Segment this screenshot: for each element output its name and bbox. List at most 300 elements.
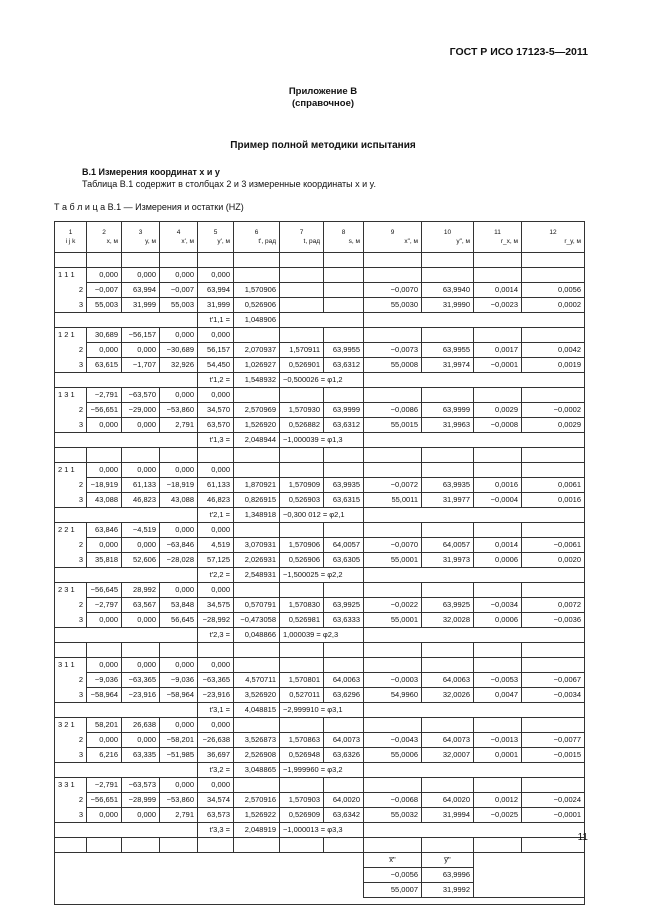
empty-cell <box>198 448 234 463</box>
value-cell <box>422 778 474 793</box>
value-cell <box>324 523 364 538</box>
empty-cell <box>364 763 585 778</box>
table-caption: Т а б л и ц а В.1 — Измерения и остатки (HZ) <box>54 202 244 212</box>
table-row <box>55 463 585 478</box>
value-cell: 0,000 <box>122 538 160 553</box>
value-cell: 0,526981 <box>280 613 324 628</box>
value-cell: −0,0002 <box>522 403 585 418</box>
value-cell: 63,846 <box>87 523 122 538</box>
value-cell: 0,0006 <box>474 613 522 628</box>
column-label: s, м <box>348 238 360 245</box>
value-cell: 55,0011 <box>364 493 422 508</box>
column-label: t, рад <box>303 238 320 245</box>
value-cell: −0,0004 <box>474 493 522 508</box>
appendix-title: Приложение В <box>288 86 358 97</box>
value-cell: 0,000 <box>160 778 198 793</box>
empty-cell <box>364 703 585 718</box>
value-cell: 34,570 <box>198 403 234 418</box>
value-cell: −58,964 <box>160 688 198 703</box>
value-cell: −0,0034 <box>522 688 585 703</box>
value-cell: 63,615 <box>87 358 122 373</box>
t-label: t'1,1 = <box>198 313 234 328</box>
value-cell <box>364 388 422 403</box>
phi-value: −1,000039 = φ1,3 <box>280 433 364 448</box>
empty-cell <box>364 838 422 853</box>
value-cell: 0,000 <box>87 538 122 553</box>
value-cell <box>422 718 474 733</box>
t-label: t'1,3 = <box>198 433 234 448</box>
value-cell <box>280 583 324 598</box>
empty-cell <box>422 253 474 268</box>
value-cell: 1,570801 <box>280 673 324 688</box>
value-cell <box>324 298 364 313</box>
value-cell: 63,9940 <box>422 283 474 298</box>
value-cell: 1,570863 <box>280 733 324 748</box>
value-cell: 46,823 <box>122 493 160 508</box>
value-cell <box>234 778 280 793</box>
column-number: 1 <box>68 229 73 236</box>
value-cell: 6,216 <box>87 748 122 763</box>
spacer-row <box>55 448 585 463</box>
value-cell: 31,9994 <box>422 808 474 823</box>
table-row <box>55 343 585 358</box>
empty-cell <box>364 628 585 643</box>
value-cell: −51,985 <box>160 748 198 763</box>
empty-cell <box>55 898 585 905</box>
value-cell: −28,999 <box>122 793 160 808</box>
orientation-row <box>55 703 585 718</box>
value-cell: 32,926 <box>160 358 198 373</box>
value-cell: 0,826915 <box>234 493 280 508</box>
value-cell: 55,0001 <box>364 613 422 628</box>
table-row <box>55 403 585 418</box>
value-cell <box>522 583 585 598</box>
empty-cell <box>422 838 474 853</box>
empty-cell <box>55 508 198 523</box>
table-row <box>55 388 585 403</box>
value-cell <box>280 463 324 478</box>
value-cell: 0,0014 <box>474 538 522 553</box>
empty-cell <box>324 448 364 463</box>
column-number: 10 <box>443 229 452 236</box>
column-header <box>198 222 234 253</box>
value-cell <box>522 658 585 673</box>
subsection-title: В.1 Измерения координат x и y <box>82 167 220 177</box>
t-value: 3,048865 <box>234 763 280 778</box>
column-label: x, м <box>106 238 118 245</box>
index-cell: 2 2 1 <box>55 523 87 538</box>
empty-cell <box>87 253 122 268</box>
value-cell: 0,000 <box>198 718 234 733</box>
value-cell: 64,0057 <box>422 538 474 553</box>
value-cell <box>474 778 522 793</box>
empty-cell <box>474 853 585 898</box>
column-number: 9 <box>390 229 395 236</box>
mean-x-label: x̅" <box>364 853 422 868</box>
table-row <box>55 358 585 373</box>
value-cell: 0,000 <box>160 268 198 283</box>
value-cell: −23,916 <box>198 688 234 703</box>
phi-value: −0,300 012 = φ2,1 <box>280 508 364 523</box>
value-cell <box>234 328 280 343</box>
value-cell: 0,000 <box>160 658 198 673</box>
value-cell: 0,0056 <box>522 283 585 298</box>
empty-cell <box>280 643 324 658</box>
table-row <box>55 613 585 628</box>
value-cell: 55,0006 <box>364 748 422 763</box>
value-cell <box>234 658 280 673</box>
table-row <box>55 553 585 568</box>
value-cell: 0,000 <box>198 583 234 598</box>
t-value: 0,048866 <box>234 628 280 643</box>
value-cell: −0,0001 <box>522 808 585 823</box>
empty-cell <box>364 373 585 388</box>
index-cell: 1 2 1 <box>55 328 87 343</box>
index-cell: 3 2 1 <box>55 718 87 733</box>
empty-cell <box>122 838 160 853</box>
empty-cell <box>364 823 585 838</box>
value-cell: −2,797 <box>87 598 122 613</box>
empty-cell <box>364 253 422 268</box>
value-cell: 63,9925 <box>324 598 364 613</box>
value-cell: 58,201 <box>87 718 122 733</box>
value-cell <box>280 283 324 298</box>
value-cell <box>280 523 324 538</box>
value-cell: 31,9974 <box>422 358 474 373</box>
value-cell: −0,0086 <box>364 403 422 418</box>
value-cell: −0,0067 <box>522 673 585 688</box>
value-cell: −63,570 <box>122 388 160 403</box>
column-header <box>280 222 324 253</box>
empty-cell <box>364 433 585 448</box>
value-cell <box>474 388 522 403</box>
value-cell: −0,007 <box>87 283 122 298</box>
t-label: t'2,1 = <box>198 508 234 523</box>
table-row <box>55 733 585 748</box>
value-cell: 4,570711 <box>234 673 280 688</box>
empty-cell <box>198 253 234 268</box>
table-row <box>55 718 585 733</box>
value-cell <box>280 718 324 733</box>
value-cell <box>324 388 364 403</box>
value-cell: −0,0022 <box>364 598 422 613</box>
spacer-row <box>55 838 585 853</box>
empty-cell <box>324 253 364 268</box>
empty-cell <box>122 448 160 463</box>
column-header <box>364 222 422 253</box>
value-cell: 1,570906 <box>280 538 324 553</box>
value-cell: −30,689 <box>160 343 198 358</box>
value-cell: 63,6305 <box>324 553 364 568</box>
index-cell: 3 <box>55 418 87 433</box>
value-cell: 56,157 <box>198 343 234 358</box>
value-cell: 43,088 <box>160 493 198 508</box>
value-cell: 0,000 <box>122 343 160 358</box>
value-cell: 55,0015 <box>364 418 422 433</box>
empty-cell <box>324 643 364 658</box>
value-cell: 0,0042 <box>522 343 585 358</box>
table-row <box>55 688 585 703</box>
table-row <box>55 268 585 283</box>
spacer-row <box>55 643 585 658</box>
value-cell: 1,570909 <box>280 478 324 493</box>
index-cell: 2 1 1 <box>55 463 87 478</box>
column-label: i j k <box>65 238 76 245</box>
column-label: r_x, м <box>500 238 518 245</box>
empty-cell <box>55 433 198 448</box>
value-cell <box>522 523 585 538</box>
value-cell: 1,570830 <box>280 598 324 613</box>
value-cell: −9,036 <box>160 673 198 688</box>
mean-y-value: 63,9996 <box>422 868 474 883</box>
index-cell: 1 1 1 <box>55 268 87 283</box>
value-cell: 55,0032 <box>364 808 422 823</box>
value-cell <box>234 523 280 538</box>
value-cell: 34,575 <box>198 598 234 613</box>
value-cell: 0,000 <box>87 268 122 283</box>
value-cell: 1,570903 <box>280 793 324 808</box>
value-cell: −0,0013 <box>474 733 522 748</box>
value-cell: 0,000 <box>122 733 160 748</box>
mean-y-label: y̅" <box>422 853 474 868</box>
value-cell: 2,791 <box>160 808 198 823</box>
value-cell: 1,570911 <box>280 343 324 358</box>
table-row <box>55 523 585 538</box>
table-row <box>55 673 585 688</box>
value-cell: 0,000 <box>198 268 234 283</box>
value-cell <box>422 658 474 673</box>
t-value: 2,048919 <box>234 823 280 838</box>
value-cell: −53,860 <box>160 403 198 418</box>
value-cell: 0,000 <box>198 388 234 403</box>
column-header <box>122 222 160 253</box>
value-cell <box>280 268 324 283</box>
index-cell: 2 <box>55 598 87 613</box>
value-cell: 0,0016 <box>474 478 522 493</box>
orientation-row <box>55 313 585 328</box>
value-cell <box>422 388 474 403</box>
value-cell: 0,527011 <box>280 688 324 703</box>
value-cell <box>364 523 422 538</box>
column-number: 11 <box>494 229 501 236</box>
value-cell: 0,0002 <box>522 298 585 313</box>
phi-value <box>280 313 364 328</box>
value-cell: 30,689 <box>87 328 122 343</box>
value-cell <box>422 463 474 478</box>
section-title: Пример полной методики испытания <box>230 140 416 151</box>
empty-cell <box>55 313 198 328</box>
value-cell: −0,0015 <box>522 748 585 763</box>
mean-x-value: −0,0056 <box>364 868 422 883</box>
value-cell: 54,9960 <box>364 688 422 703</box>
empty-cell <box>280 838 324 853</box>
empty-cell <box>160 643 198 658</box>
value-cell: 52,606 <box>122 553 160 568</box>
column-number: 5 <box>213 229 218 236</box>
value-cell: 63,335 <box>122 748 160 763</box>
value-cell: 63,9955 <box>422 343 474 358</box>
index-cell: 3 <box>55 493 87 508</box>
empty-cell <box>364 568 585 583</box>
column-label: x", м <box>404 238 418 245</box>
value-cell: 0,000 <box>198 523 234 538</box>
value-cell <box>474 718 522 733</box>
index-cell: 2 <box>55 478 87 493</box>
empty-cell <box>474 253 522 268</box>
value-cell: 63,994 <box>122 283 160 298</box>
column-number: 2 <box>102 229 106 236</box>
empty-cell <box>234 838 280 853</box>
value-cell <box>234 388 280 403</box>
orientation-row <box>55 823 585 838</box>
value-cell: 31,9963 <box>422 418 474 433</box>
value-cell: 0,0001 <box>474 748 522 763</box>
page-number: 11 <box>577 832 588 843</box>
value-cell: −0,0053 <box>474 673 522 688</box>
value-cell: 63,9935 <box>324 478 364 493</box>
value-cell: −0,0068 <box>364 793 422 808</box>
value-cell: 64,0020 <box>422 793 474 808</box>
value-cell: −56,645 <box>87 583 122 598</box>
value-cell: 55,003 <box>87 298 122 313</box>
value-cell <box>364 328 422 343</box>
value-cell: 0,000 <box>122 268 160 283</box>
phi-value: −1,500025 = φ2,2 <box>280 568 364 583</box>
value-cell: 31,999 <box>198 298 234 313</box>
value-cell <box>324 778 364 793</box>
index-cell: 2 <box>55 403 87 418</box>
empty-cell <box>55 568 198 583</box>
value-cell <box>474 523 522 538</box>
value-cell <box>324 658 364 673</box>
value-cell <box>364 658 422 673</box>
value-cell: 2,526908 <box>234 748 280 763</box>
table-row <box>55 328 585 343</box>
value-cell: −0,0023 <box>474 298 522 313</box>
column-header <box>87 222 122 253</box>
table-row <box>55 808 585 823</box>
empty-cell <box>160 838 198 853</box>
value-cell: 0,0014 <box>474 283 522 298</box>
index-cell: 3 <box>55 808 87 823</box>
empty-cell <box>55 703 198 718</box>
empty-cell <box>122 253 160 268</box>
index-cell: 3 1 1 <box>55 658 87 673</box>
value-cell: −4,519 <box>122 523 160 538</box>
empty-cell <box>55 628 198 643</box>
mean-y-value: 31,9992 <box>422 883 474 898</box>
value-cell: 0,000 <box>122 808 160 823</box>
value-cell <box>364 583 422 598</box>
column-header <box>234 222 280 253</box>
value-cell: −18,919 <box>87 478 122 493</box>
value-cell: 0,000 <box>87 343 122 358</box>
value-cell: 0,000 <box>198 658 234 673</box>
value-cell: −58,201 <box>160 733 198 748</box>
value-cell: 55,0030 <box>364 298 422 313</box>
value-cell: 55,003 <box>160 298 198 313</box>
value-cell: 1,026927 <box>234 358 280 373</box>
value-cell: 3,070931 <box>234 538 280 553</box>
value-cell <box>324 268 364 283</box>
value-cell <box>422 523 474 538</box>
value-cell: 0,526948 <box>280 748 324 763</box>
value-cell: 1,570930 <box>280 403 324 418</box>
column-header <box>522 222 585 253</box>
value-cell: 34,574 <box>198 793 234 808</box>
value-cell: −56,651 <box>87 793 122 808</box>
value-cell: 2,026931 <box>234 553 280 568</box>
column-number: 12 <box>549 229 557 236</box>
value-cell: 0,000 <box>122 658 160 673</box>
value-cell: 31,999 <box>122 298 160 313</box>
value-cell <box>364 463 422 478</box>
value-cell: 64,0057 <box>324 538 364 553</box>
t-label: t'1,2 = <box>198 373 234 388</box>
column-number: 4 <box>176 229 181 236</box>
value-cell: 0,000 <box>87 733 122 748</box>
value-cell: 63,6342 <box>324 808 364 823</box>
phi-value: −2,999910 = φ3,1 <box>280 703 364 718</box>
column-label: t', рад <box>258 238 276 245</box>
value-cell: 63,6312 <box>324 358 364 373</box>
value-cell <box>474 658 522 673</box>
t-label: t'2,3 = <box>198 628 234 643</box>
value-cell: 0,0020 <box>522 553 585 568</box>
appendix-subtitle: (справочное) <box>291 98 355 109</box>
value-cell <box>522 718 585 733</box>
value-cell: 0,000 <box>122 418 160 433</box>
empty-cell <box>364 643 422 658</box>
empty-cell <box>160 253 198 268</box>
value-cell: 0,0017 <box>474 343 522 358</box>
value-cell: 0,0061 <box>522 478 585 493</box>
table-row <box>55 493 585 508</box>
value-cell: 3,526873 <box>234 733 280 748</box>
value-cell: 1,526922 <box>234 808 280 823</box>
value-cell: −63,846 <box>160 538 198 553</box>
index-cell: 2 <box>55 673 87 688</box>
document-code: ГОСТ Р ИСО 17123-5—2011 <box>449 46 588 58</box>
t-value: 2,548931 <box>234 568 280 583</box>
empty-cell <box>324 838 364 853</box>
table-row <box>55 793 585 808</box>
value-cell: 0,0019 <box>522 358 585 373</box>
empty-cell <box>87 448 122 463</box>
value-cell: −18,919 <box>160 478 198 493</box>
value-cell <box>234 268 280 283</box>
table-row <box>55 598 585 613</box>
value-cell: 0,000 <box>198 463 234 478</box>
value-cell: 3,526920 <box>234 688 280 703</box>
empty-cell <box>474 838 522 853</box>
subsection-text: Таблица В.1 содержит в столбцах 2 и 3 измеренные координаты x и y. <box>82 179 376 189</box>
empty-cell <box>280 448 324 463</box>
value-cell: 0,526906 <box>234 298 280 313</box>
column-header <box>55 222 87 253</box>
value-cell: −0,0025 <box>474 808 522 823</box>
value-cell <box>234 463 280 478</box>
empty-cell <box>474 448 522 463</box>
value-cell: 63,6333 <box>324 613 364 628</box>
empty-cell <box>474 643 522 658</box>
table-row <box>55 478 585 493</box>
value-cell: −0,007 <box>160 283 198 298</box>
t-value: 1,548932 <box>234 373 280 388</box>
value-cell <box>324 463 364 478</box>
index-cell: 2 <box>55 793 87 808</box>
t-value: 1,348918 <box>234 508 280 523</box>
